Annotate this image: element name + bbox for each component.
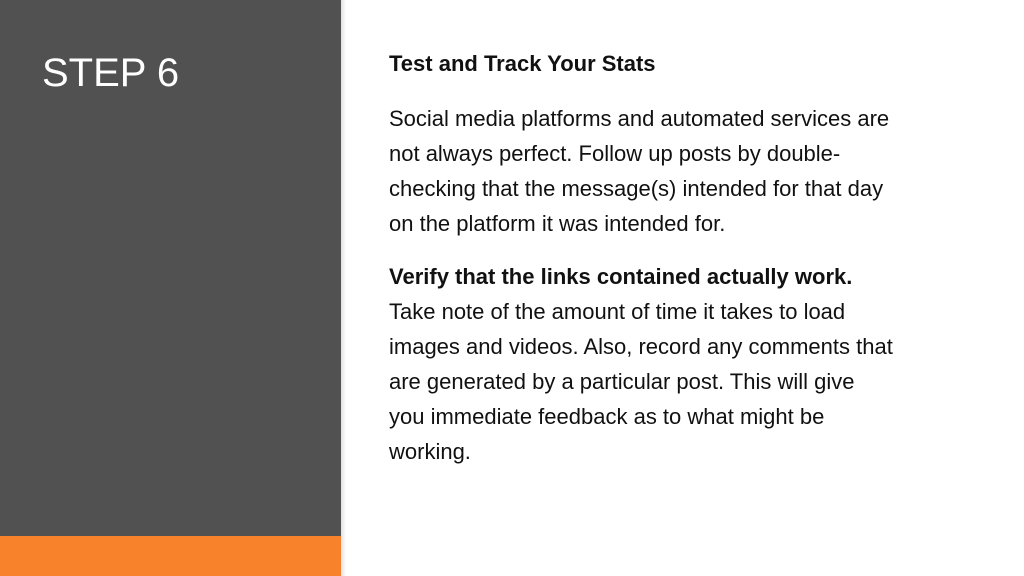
paragraph-1-line: not always perfect. Follow up posts by double- bbox=[389, 141, 841, 166]
paragraph-1-line: Social media platforms and automated services are bbox=[389, 106, 890, 131]
paragraph-2 bbox=[389, 294, 989, 469]
paragraph-2-line: you immediate feedback as to what might be bbox=[389, 404, 825, 429]
paragraph-2-line: Take note of the amount of time it takes to load bbox=[389, 299, 846, 324]
section-heading: Test and Track Your Stats bbox=[389, 51, 656, 76]
left-panel bbox=[0, 0, 341, 576]
paragraph-2-line: are generated by a particular post. This will give bbox=[389, 369, 855, 394]
paragraph-2-line: working. bbox=[389, 439, 471, 464]
paragraph-2-line: images and videos. Also, record any comments that bbox=[389, 334, 893, 359]
paragraph-1-line: checking that the message(s) intended for that day bbox=[389, 176, 884, 201]
paragraph-1 bbox=[389, 101, 989, 241]
paragraph-1-line: on the platform it was intended for. bbox=[389, 211, 726, 236]
accent-bar bbox=[0, 536, 341, 576]
step-title: STEP 6 bbox=[42, 51, 180, 95]
panel-shadow bbox=[341, 0, 346, 576]
paragraph-2-lead: Verify that the links contained actually work. bbox=[389, 264, 853, 289]
content-area bbox=[389, 48, 989, 469]
